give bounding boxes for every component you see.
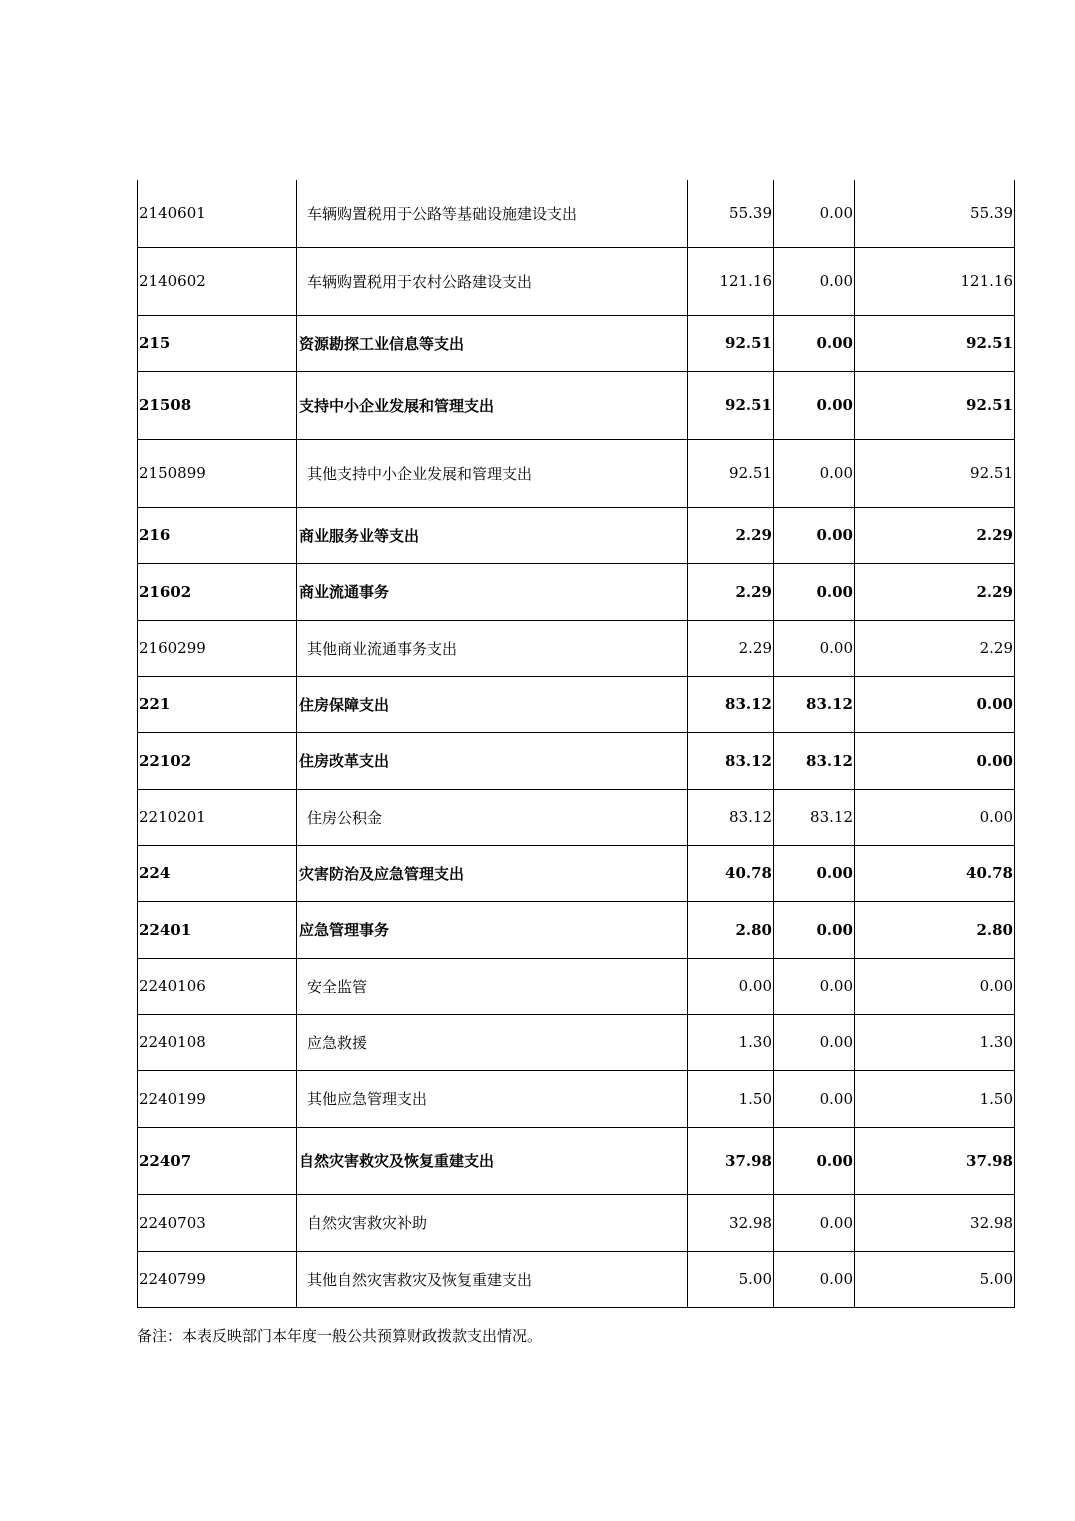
account-code-cell: 2210201 [138, 789, 297, 845]
account-code-cell: 2140602 [138, 247, 297, 315]
account-name-cell: 住房保障支出 [297, 676, 688, 732]
table-row [138, 247, 1015, 315]
total-amount-cell: 2.29 [688, 620, 774, 676]
basic-expenditure-cell: 0.00 [774, 1070, 855, 1127]
project-expenditure-cell: 92.51 [855, 315, 1015, 371]
account-name-cell: 商业服务业等支出 [297, 507, 688, 563]
account-name-cell: 安全监管 [297, 958, 688, 1014]
table-row [138, 845, 1015, 901]
project-expenditure-cell: 2.29 [855, 620, 1015, 676]
basic-expenditure-cell: 0.00 [774, 1014, 855, 1070]
basic-expenditure-cell: 0.00 [774, 1194, 855, 1251]
basic-expenditure-cell: 0.00 [774, 1127, 855, 1194]
basic-expenditure-cell: 0.00 [774, 371, 855, 439]
total-amount-cell: 83.12 [688, 732, 774, 789]
account-code-cell: 2240199 [138, 1070, 297, 1127]
basic-expenditure-cell: 0.00 [774, 180, 855, 247]
total-amount-cell: 92.51 [688, 439, 774, 507]
total-amount-cell: 5.00 [688, 1251, 774, 1307]
account-code-cell: 2150899 [138, 439, 297, 507]
table-row [138, 958, 1015, 1014]
project-expenditure-cell: 121.16 [855, 247, 1015, 315]
table-row [138, 507, 1015, 563]
account-name-cell: 自然灾害救灾及恢复重建支出 [297, 1127, 688, 1194]
basic-expenditure-cell: 83.12 [774, 789, 855, 845]
account-code-cell: 2240108 [138, 1014, 297, 1070]
basic-expenditure-cell: 0.00 [774, 620, 855, 676]
account-name-cell: 支持中小企业发展和管理支出 [297, 371, 688, 439]
account-name-cell: 其他应急管理支出 [297, 1070, 688, 1127]
total-amount-cell: 0.00 [688, 958, 774, 1014]
project-expenditure-cell: 92.51 [855, 439, 1015, 507]
account-name-cell: 商业流通事务 [297, 563, 688, 620]
basic-expenditure-cell: 0.00 [774, 958, 855, 1014]
project-expenditure-cell: 55.39 [855, 180, 1015, 247]
table-row [138, 789, 1015, 845]
table-row [138, 439, 1015, 507]
table-row [138, 371, 1015, 439]
total-amount-cell: 92.51 [688, 315, 774, 371]
total-amount-cell: 2.80 [688, 901, 774, 958]
account-code-cell: 2240703 [138, 1194, 297, 1251]
account-name-cell: 车辆购置税用于公路等基础设施建设支出 [297, 180, 688, 247]
account-name-cell: 车辆购置税用于农村公路建设支出 [297, 247, 688, 315]
basic-expenditure-cell: 0.00 [774, 439, 855, 507]
basic-expenditure-cell: 83.12 [774, 732, 855, 789]
account-code-cell: 22401 [138, 901, 297, 958]
account-name-cell: 住房公积金 [297, 789, 688, 845]
basic-expenditure-cell: 0.00 [774, 315, 855, 371]
table-body [138, 180, 1015, 1307]
total-amount-cell: 2.29 [688, 507, 774, 563]
account-code-cell: 2240799 [138, 1251, 297, 1307]
basic-expenditure-cell: 0.00 [774, 507, 855, 563]
table-row [138, 1014, 1015, 1070]
project-expenditure-cell: 1.30 [855, 1014, 1015, 1070]
account-code-cell: 216 [138, 507, 297, 563]
account-name-cell: 自然灾害救灾补助 [297, 1194, 688, 1251]
project-expenditure-cell: 2.29 [855, 507, 1015, 563]
project-expenditure-cell: 0.00 [855, 676, 1015, 732]
project-expenditure-cell: 1.50 [855, 1070, 1015, 1127]
project-expenditure-cell: 5.00 [855, 1251, 1015, 1307]
basic-expenditure-cell: 0.00 [774, 901, 855, 958]
account-name-cell: 灾害防治及应急管理支出 [297, 845, 688, 901]
account-code-cell: 221 [138, 676, 297, 732]
account-name-cell: 住房改革支出 [297, 732, 688, 789]
account-name-cell: 其他商业流通事务支出 [297, 620, 688, 676]
basic-expenditure-cell: 0.00 [774, 1251, 855, 1307]
account-code-cell: 22407 [138, 1127, 297, 1194]
total-amount-cell: 83.12 [688, 789, 774, 845]
account-code-cell: 2240106 [138, 958, 297, 1014]
total-amount-cell: 92.51 [688, 371, 774, 439]
project-expenditure-cell: 0.00 [855, 958, 1015, 1014]
total-amount-cell: 1.30 [688, 1014, 774, 1070]
account-name-cell: 资源勘探工业信息等支出 [297, 315, 688, 371]
table-row [138, 315, 1015, 371]
footnote: 备注：本表反映部门本年度一般公共预算财政拨款支出情况。 [137, 1327, 543, 1345]
account-name-cell: 应急救援 [297, 1014, 688, 1070]
table-row [138, 676, 1015, 732]
total-amount-cell: 1.50 [688, 1070, 774, 1127]
table-row [138, 1251, 1015, 1307]
account-code-cell: 2160299 [138, 620, 297, 676]
total-amount-cell: 83.12 [688, 676, 774, 732]
account-code-cell: 2140601 [138, 180, 297, 247]
table-row [138, 620, 1015, 676]
account-name-cell: 应急管理事务 [297, 901, 688, 958]
account-code-cell: 21602 [138, 563, 297, 620]
basic-expenditure-cell: 0.00 [774, 845, 855, 901]
project-expenditure-cell: 0.00 [855, 732, 1015, 789]
total-amount-cell: 40.78 [688, 845, 774, 901]
account-code-cell: 224 [138, 845, 297, 901]
account-code-cell: 21508 [138, 371, 297, 439]
basic-expenditure-cell: 0.00 [774, 563, 855, 620]
table-row [138, 901, 1015, 958]
project-expenditure-cell: 0.00 [855, 789, 1015, 845]
table-row [138, 732, 1015, 789]
project-expenditure-cell: 2.29 [855, 563, 1015, 620]
project-expenditure-cell: 40.78 [855, 845, 1015, 901]
table-row [138, 1070, 1015, 1127]
account-code-cell: 215 [138, 315, 297, 371]
account-name-cell: 其他支持中小企业发展和管理支出 [297, 439, 688, 507]
total-amount-cell: 55.39 [688, 180, 774, 247]
table-row [138, 1127, 1015, 1194]
table-row [138, 180, 1015, 247]
basic-expenditure-cell: 83.12 [774, 676, 855, 732]
project-expenditure-cell: 92.51 [855, 371, 1015, 439]
total-amount-cell: 121.16 [688, 247, 774, 315]
table-row [138, 563, 1015, 620]
total-amount-cell: 32.98 [688, 1194, 774, 1251]
expenditure-table [137, 180, 1015, 1308]
total-amount-cell: 37.98 [688, 1127, 774, 1194]
account-name-cell: 其他自然灾害救灾及恢复重建支出 [297, 1251, 688, 1307]
account-code-cell: 22102 [138, 732, 297, 789]
project-expenditure-cell: 32.98 [855, 1194, 1015, 1251]
total-amount-cell: 2.29 [688, 563, 774, 620]
project-expenditure-cell: 37.98 [855, 1127, 1015, 1194]
project-expenditure-cell: 2.80 [855, 901, 1015, 958]
table-row [138, 1194, 1015, 1251]
basic-expenditure-cell: 0.00 [774, 247, 855, 315]
